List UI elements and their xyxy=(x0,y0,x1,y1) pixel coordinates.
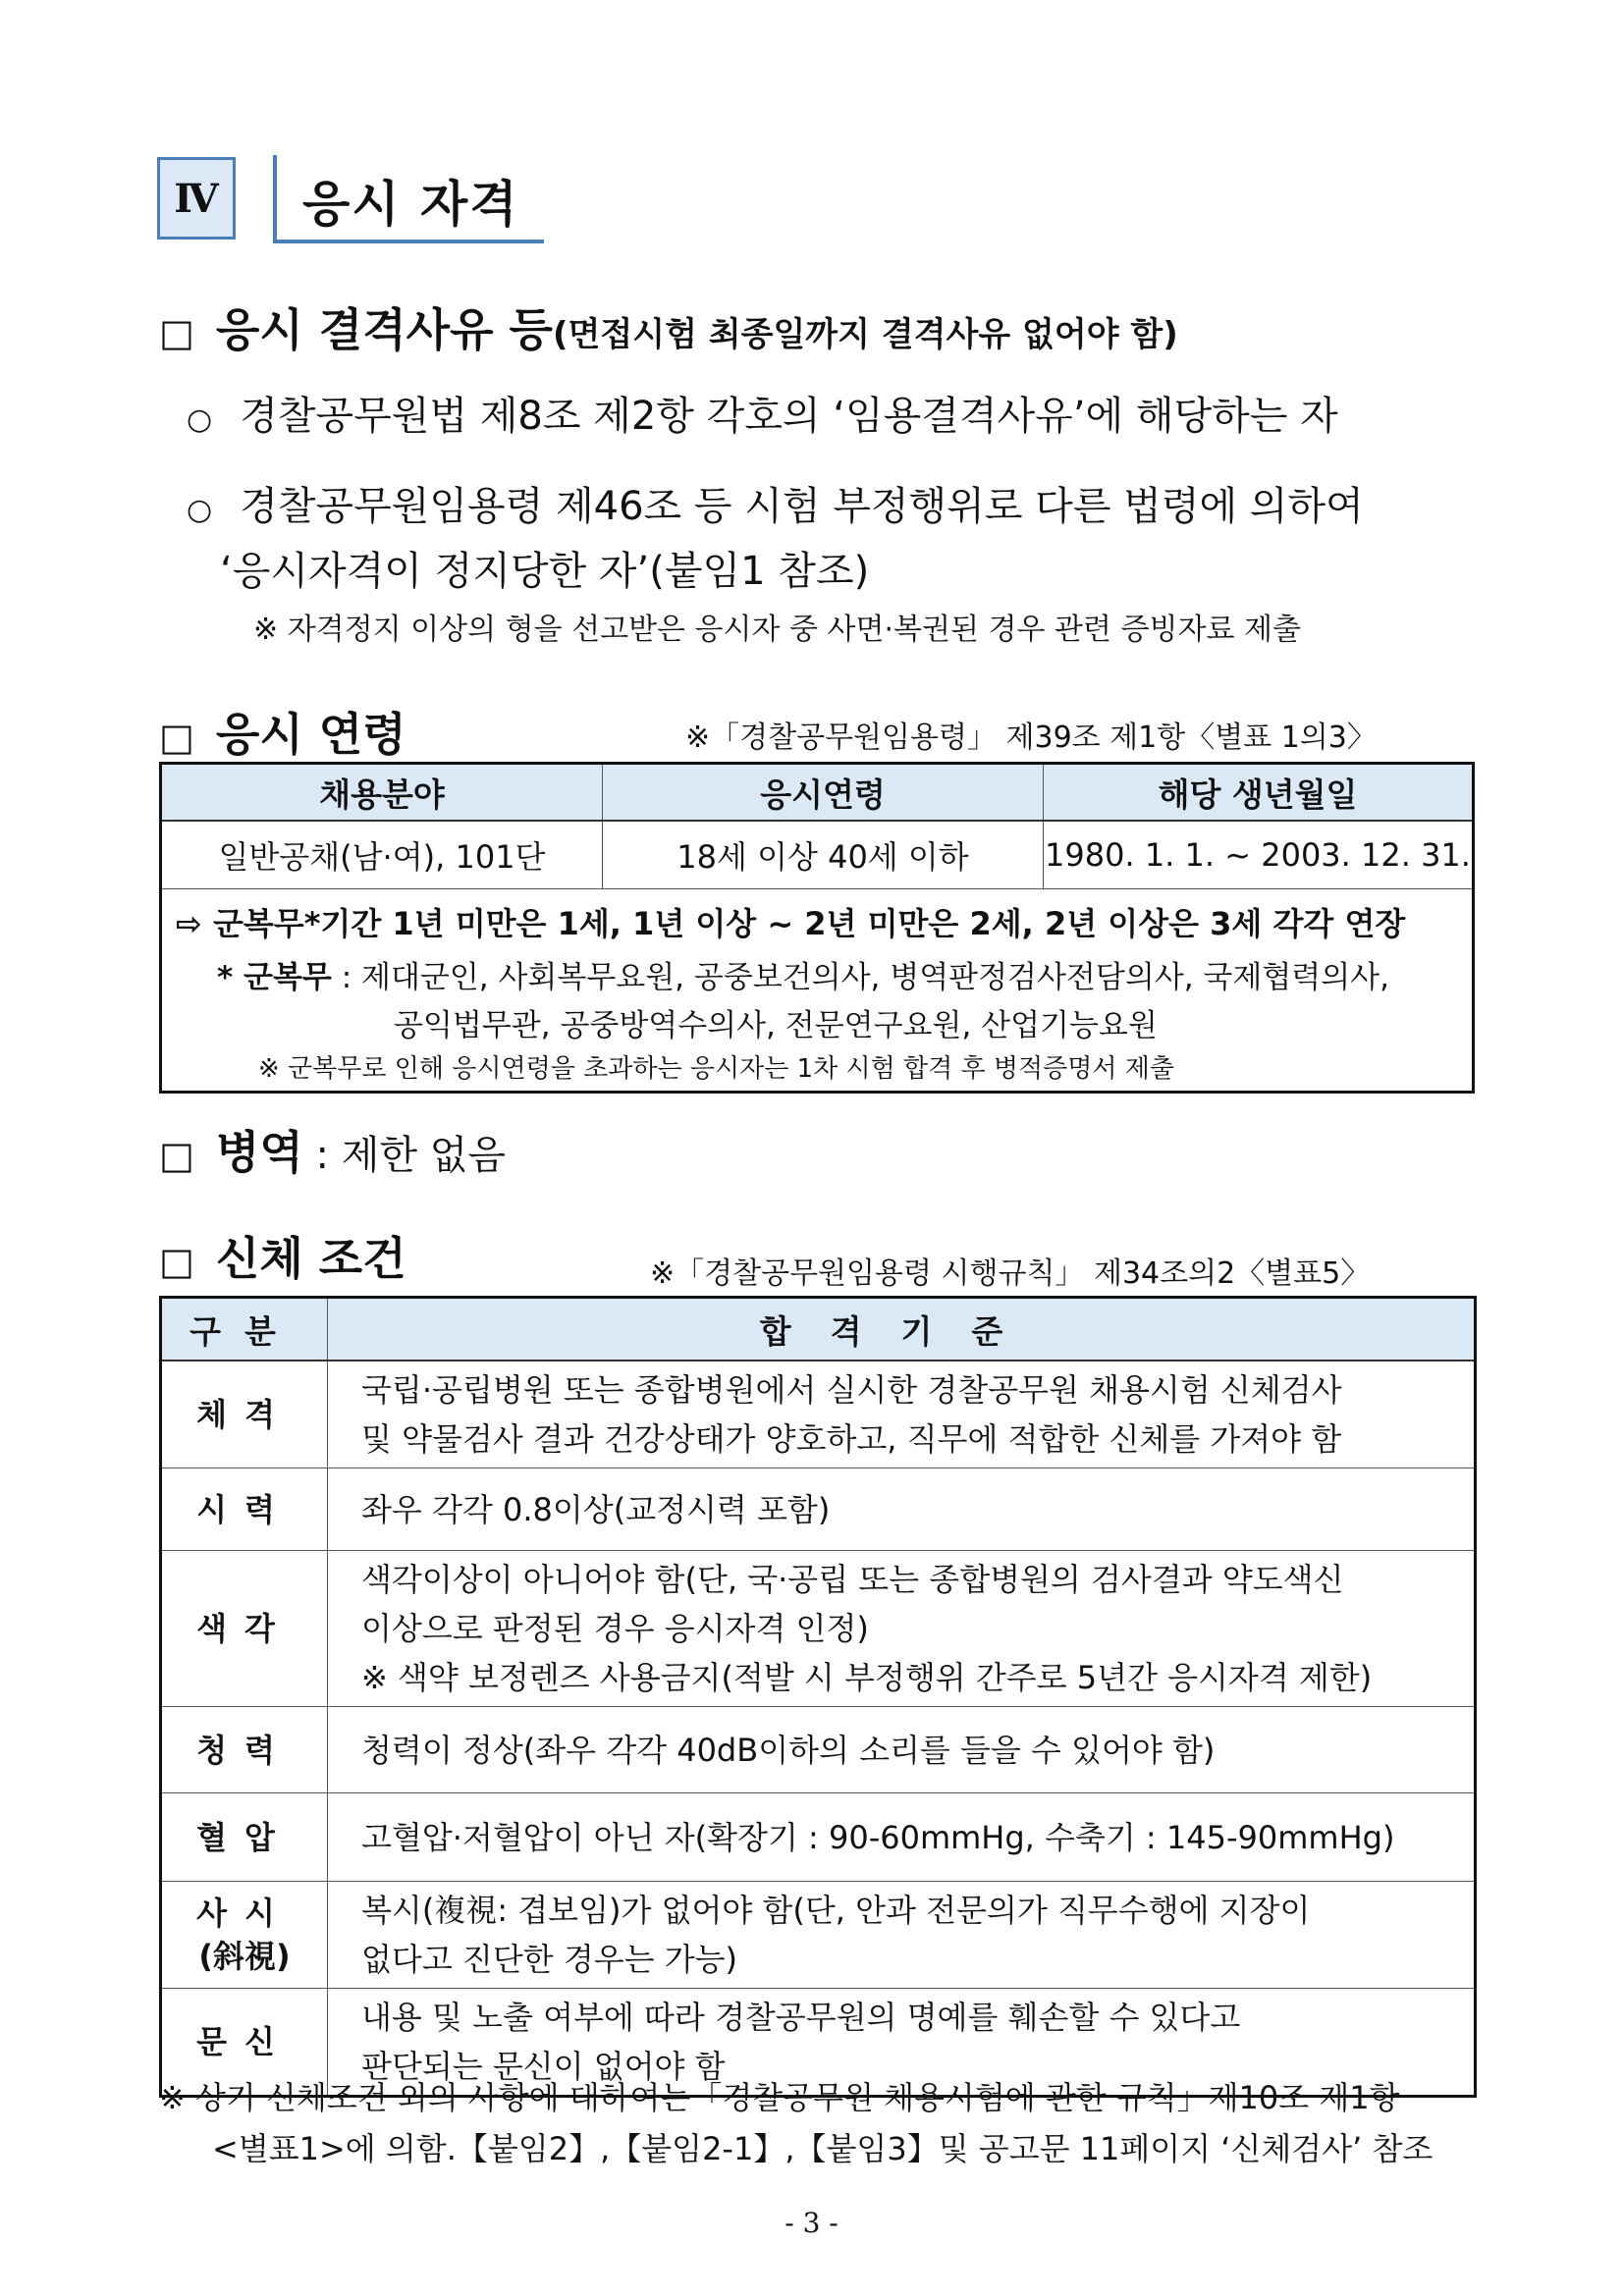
military-value: : 제한 없음 xyxy=(302,1133,506,1178)
physical-reference: ※「경찰공무원임용령 시행규칙」 제34조의2〈별표5〉 xyxy=(650,1256,1371,1291)
age-heading: □ 응시 연령 xyxy=(159,708,406,761)
footnote-line-2: <별표1>에 의함.【붙임2】,【붙임2-1】,【붙임3】및 공고문 11페이지 ‘신체검사’ 참조 xyxy=(212,2130,1434,2167)
table-header: 채용분야 xyxy=(161,764,603,822)
section-title: 응시 자격 xyxy=(302,176,519,233)
bullet-icon: ○ xyxy=(187,493,213,527)
criteria-key: 색각 xyxy=(161,1551,328,1707)
table-row xyxy=(161,821,1474,889)
table-cell: 1980. 1. 1. ~ 2003. 12. 31. xyxy=(1044,821,1474,889)
checkbox-icon: □ xyxy=(159,311,194,354)
physical-heading: □ 신체 조건 xyxy=(159,1232,406,1285)
age-reference: ※「경찰공무원임용령」 제39조 제1항〈별표 1의3〉 xyxy=(685,721,1377,755)
table-header-row xyxy=(161,1298,1476,1362)
service-note: ※ 군복무로 인해 응시연령을 초과하는 응시자는 1차 시험 합격 후 병적증명서 제출 xyxy=(258,1054,1174,1084)
table-row xyxy=(161,1882,1476,1989)
criteria-key: 청력 xyxy=(161,1707,328,1793)
criteria-value: 내용 및 노출 여부에 따라 경찰공무원의 명예를 훼손할 수 있다고 판단되는 문신이 없어야 함 xyxy=(328,1989,1476,2097)
table-cell: 일반공채(남·여), 101단 xyxy=(161,821,603,889)
table-header: 합격기준 xyxy=(328,1298,1476,1362)
table-header: 응시연령 xyxy=(603,764,1044,822)
section-underline xyxy=(277,240,544,243)
criteria-value: 국립·공립병원 또는 종합병원에서 실시한 경찰공무원 채용시험 신체검사 및 약물검사 결과 건강상태가 양호하고, 직무에 적합한 신체를 가져야 함 xyxy=(328,1361,1476,1468)
section-number-box xyxy=(157,157,236,240)
page-number: - 3 - xyxy=(784,2207,839,2239)
age-extension: ⇨ 군복무*기간 1년 미만은 1세, 1년 이상 ~ 2년 미만은 2세, 2년 이상은 3세 각각 연장 xyxy=(176,905,1406,942)
military-heading: □ 병역 : 제한 없음 xyxy=(159,1126,506,1179)
criteria-value: 청력이 정상(좌우 각각 40dB이하의 소리를 들을 수 있어야 함) xyxy=(328,1707,1476,1793)
age-notes xyxy=(161,889,1474,1093)
criteria-value: 색각이상이 아니어야 함(단, 국·공립 또는 종합병원의 검사결과 약도색신 이상으로 판정된 경우 응시자격 인정) ※ 색약 보정렌즈 사용금지(적발 시 부정행위 간주로 5년간 응시자격 제한) xyxy=(328,1551,1476,1707)
table-row xyxy=(161,1707,1476,1793)
service-line-2: 공익법무관, 공중방역수의사, 전문연구요원, 산업기능요원 xyxy=(394,1008,1158,1043)
criteria-value: 고혈압·저혈압이 아닌 자(확장기 : 90-60mmHg, 수축기 : 145-90mmHg) xyxy=(328,1793,1476,1882)
disqualification-item-1: ○ 경찰공무원법 제8조 제2항 각호의 ‘임용결격사유’에 해당하는 자 xyxy=(187,394,1338,439)
criteria-key: 체격 xyxy=(161,1361,328,1468)
criteria-key: 혈압 xyxy=(161,1793,328,1882)
table-header-row xyxy=(161,764,1474,822)
criteria-key: 시력 xyxy=(161,1468,328,1551)
table-row xyxy=(161,1361,1476,1468)
service-line-1: * 군복무 : 제대군인, 사회복무요원, 공중보건의사, 병역판정검사전담의사, 국제협력의사, xyxy=(217,960,1389,995)
table-row xyxy=(161,1551,1476,1707)
checkbox-icon: □ xyxy=(159,1134,194,1177)
table-header: 구분 xyxy=(161,1298,328,1362)
table-row xyxy=(161,889,1474,1093)
criteria-value: 좌우 각각 0.8이상(교정시력 포함) xyxy=(328,1468,1476,1551)
checkbox-icon: □ xyxy=(159,1240,194,1283)
disqualification-item-2: ○ 경찰공무원임용령 제46조 등 시험 부정행위로 다른 법령에 의하여 xyxy=(187,484,1364,529)
checkbox-icon: □ xyxy=(159,716,194,759)
disqualification-note: ※ 자격정지 이상의 형을 선고받은 응시자 중 사면·복권된 경우 관련 증빙자료 제출 xyxy=(253,613,1301,647)
criteria-key: 사시 (斜視) xyxy=(161,1882,328,1989)
table-cell: 18세 이상 40세 이하 xyxy=(603,821,1044,889)
bullet-icon: ○ xyxy=(187,402,213,437)
criteria-value: 복시(複視: 겹보임)가 없어야 함(단, 안과 전문의가 직무수행에 지장이 없다고 진단한 경우는 가능) xyxy=(328,1882,1476,1989)
age-table xyxy=(159,762,1475,1094)
disqualification-heading: □ 응시 결격사유 등(면접시험 최종일까지 결격사유 없어야 함) xyxy=(159,303,1178,356)
criteria-key: 문신 xyxy=(161,1989,328,2097)
footnote-line-1: ※ 상기 신체조건 외의 사항에 대하여는「경찰공무원 채용시험에 관한 규칙」제10조 제1항 xyxy=(159,2079,1400,2116)
disqualification-item-2-cont: ‘응시자격이 정지당한 자’(붙임1 참조) xyxy=(220,549,870,594)
section-divider xyxy=(273,155,277,243)
section-number: Ⅳ xyxy=(174,175,219,222)
physical-table xyxy=(159,1296,1477,2098)
table-row xyxy=(161,1468,1476,1551)
table-row xyxy=(161,1793,1476,1882)
table-header: 해당 생년월일 xyxy=(1044,764,1474,822)
